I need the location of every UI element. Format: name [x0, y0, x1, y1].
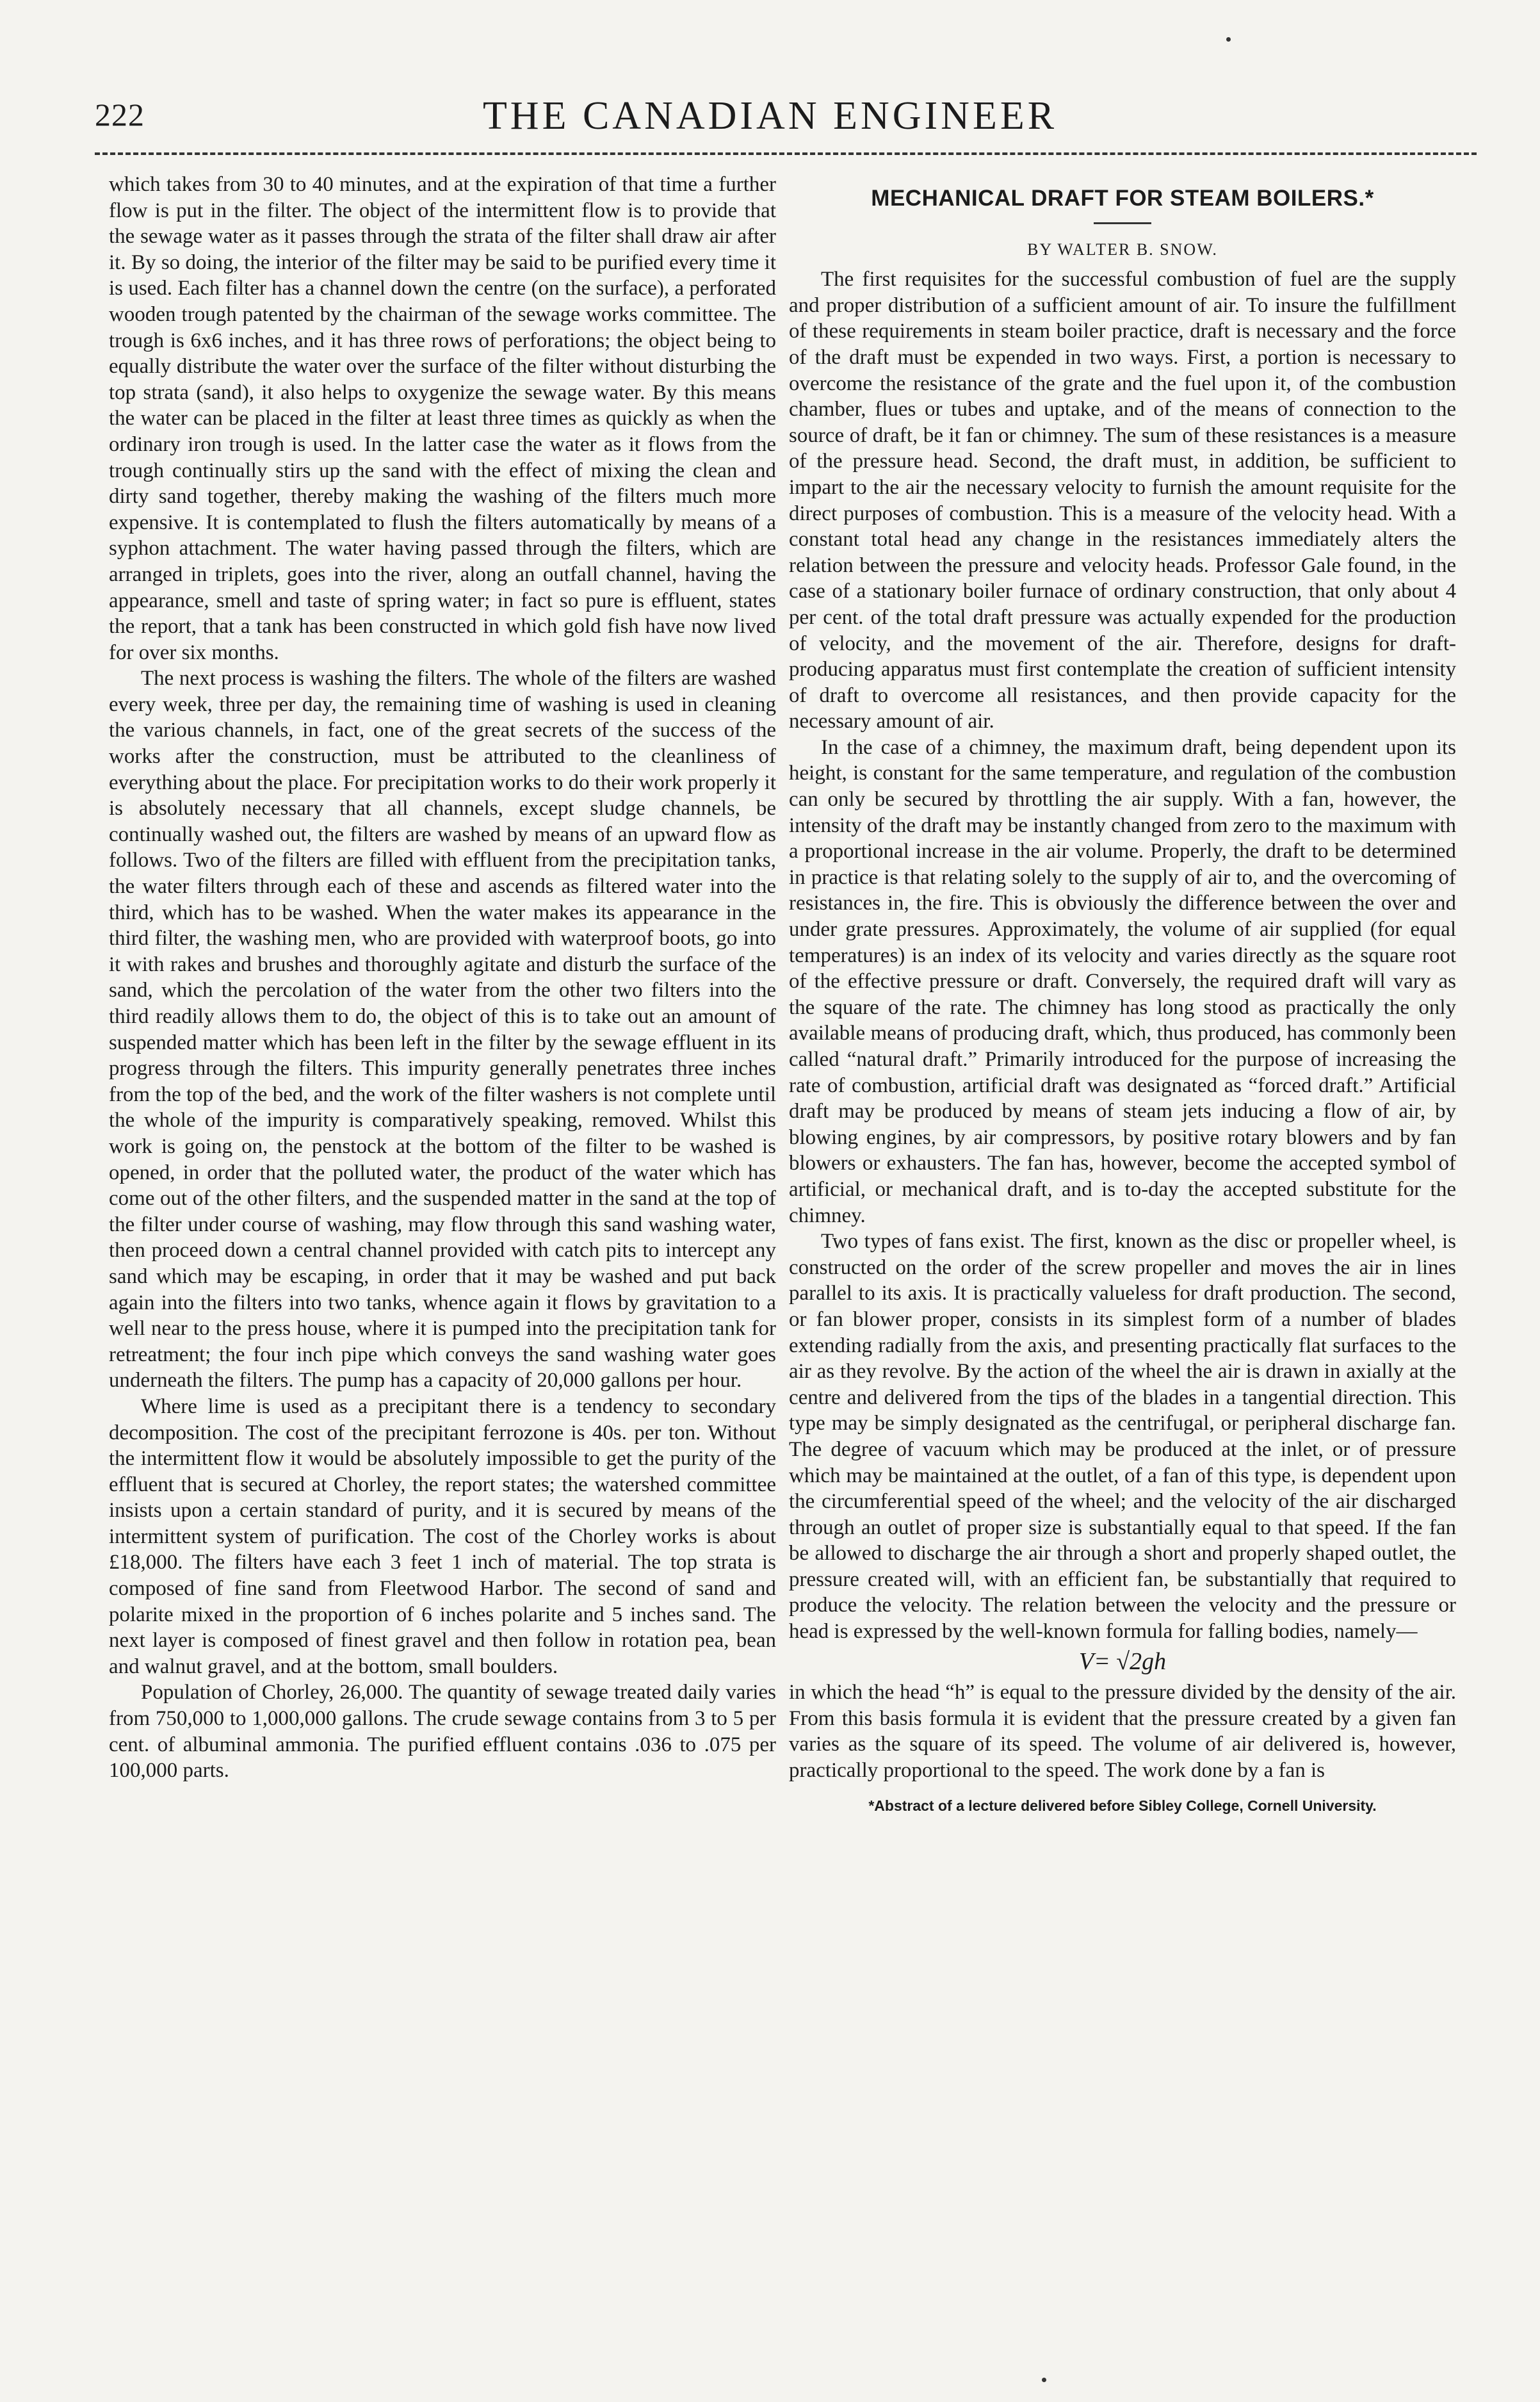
header-rule [95, 152, 1477, 155]
left-column [109, 172, 776, 1784]
article-title: MECHANICAL DRAFT FOR STEAM BOILERS.* [871, 186, 1374, 211]
left-paragraph: Where lime is used as a precipitant there is a tendency to secondary decomposition. The cost of the precipitant ferrozone is 40s. per ton. Without the intermittent flow it would be absolutely impossible to get the purity of the effluent that is secured at Chorley, the report states; the watershed committee insists upon a certain standard of purity, and it is secured by means of the intermittent system of purification. The cost of the Chorley works is about £18,000. The filters have each 3 feet 1 inch of material. The top strata is composed of fine sand from Fleetwood Harbor. The second of sand and polarite mixed in the proportion of 6 inches polarite and 5 inches sand. The next layer is composed of finest gravel and then follow in rotation pea, bean and walnut gravel, and at the bottom, small boulders. [109, 1394, 776, 1678]
left-paragraph: The next process is washing the filters. The whole of the filters are washed every week, three per day, the remaining time of washing is used in cleaning the various channels, in fact, one of the great secrets of the success of the works after the construction, must be attributed to the cleanliness of everything about the place. For precipitation works to do their work properly it is absolutely necessary that all channels, except sludge channels, be continually washed out, the filters are washed by means of an upward flow as follows. Two of the filters are filled with effluent from the precipitation tanks, the water filters through each of these and ascends as filtered water into the third, which has to be washed. When the water makes its appearance in the third filter, the washing men, who are provided with waterproof boots, go into it with rakes and brushes and thoroughly agitate and disturb the surface of the sand, which the percolation of the water from the other two filters into the third readily allows them to do, the object of this is to take out an amount of suspended matter which has been left in the filter by the sewage effluent in its progress through the filters. This impurity generally penetrates three inches from the top of the bed, and the work of the filter washers is not complete until the whole of the impurity is comparatively speaking, removed. Whilst this work is going on, the penstock at the bottom of the filter to be washed is opened, in order that the polluted water, the product of the water which has come out of the other filters, and the suspended matter in the sand at the top of the filter under course of washing, may flow through this sand washing water, then proceed down a central channel provided with catch pits to intercept any sand which may be escaping, in order that it may be washed and put back again into the filters into two tanks, whence again it flows by gravitation to a well near to the press house, where it is pumped into the precipitation tank for retreatment; the four inch pipe which conveys the sand washing water goes underneath the filters. The pump has a capacity of 20,000 gallons per hour. [109, 667, 776, 1393]
left-paragraph: which takes from 30 to 40 minutes, and at the expiration of that time a further flow is put in the filter. The object of the intermittent flow is to provide that the sewage water as it passes through the strata of the filter shall draw air after it. By so doing, the interior of the filter may be said to be purified every time it is used. Each filter has a channel down the centre (on the surface), a perforated wooden trough patented by the chairman of the sewage works committee. The trough is 6x6 inches, and it has three rows of perforations; the object being to equally distribute the water over the surface of the filter without disturbing the top strata (sand), it also helps to oxygenize the sewage water. By this means the water can be placed in the filter at least three times as quickly as when the ordinary iron trough is used. In the latter case the water as it flows from the trough continually stirs up the sand with the effect of mixing the clean and dirty sand together, thereby making the washing of the filters much more expensive. It is contemplated to flush the filters automatically by means of a syphon attachment. The water having passed through the filters, which are arranged in triplets, goes into the river, along an outfall channel, having the appearance, smell and taste of spring water; in fact so pure is effluent, states the report, that a tank has been constructed in which gold fish have now lived for over six months. [109, 173, 776, 664]
formula: V= √2gh [1078, 1647, 1167, 1675]
right-paragraph: Two types of fans exist. The first, known as the disc or propeller wheel, is constructed on the order of the screw propeller and moves the air in lines parallel to its axis. It is practically valueless for draft production. The second, or fan blower proper, consists in its simplest form of a number of blades extending radially from the axis, and presenting practically flat surfaces to the air as they revolve. By the action of the wheel the air is drawn in axially at the centre and delivered from the tips of the blades in a tangential direction. This type may be simply designated as the centrifugal, or peripheral discharge fan. The degree of vacuum which may be produced at the inlet, or of pressure which may be maintained at the outlet, of a fan of this type, is dependent upon the circumferential speed of the wheel; and the velocity of the air discharged through an outlet of proper size is substantially equal to that speed. If the fan be allowed to discharge the air through a short and properly shaped outlet, the pressure created will, with an efficient fan, be substantially that required to produce the velocity. The relation between the velocity and the pressure or head is expressed by the well-known formula for falling bodies, namely— [789, 1230, 1456, 1644]
right-column [789, 172, 1456, 1818]
right-paragraph: The first requisites for the successful combustion of fuel are the supply and proper distribution of a sufficient amount of air. To insure the fulfillment of these requirements in steam boiler practice, draft is necessary and the force of the draft must be expended in two ways. First, a portion is necessary to overcome the resistance of the grate and the fuel upon it, of the combustion chamber, flues or tubes and uptake, and of the means of connection to the source of draft, be it fan or chimney. The sum of these resistances is a measure of the pressure head. Second, the draft must, in addition, be sufficient to impart to the air the necessary velocity to furnish the amount requisite for the direct purposes of combustion. This is a measure of the velocity head. With a constant total head any change in the resistances immediately alters the relation between the pressure and velocity heads. Professor Gale found, in the case of a stationary boiler furnace of ordinary construction, that only about 4 per cent. of the total draft pressure was actually expended for the production of velocity, and the movement of the air. Therefore, designs for draft-producing apparatus must first contemplate the creation of sufficient intensity of draft to overcome all resistances, and then provide capacity for the necessary amount of air. [789, 268, 1456, 733]
stray-dot [1042, 2378, 1046, 2382]
right-paragraph: In the case of a chimney, the maximum draft, being dependent upon its height, is constant for the same temperature, and regulation of the combustion can only be secured by throttling the air supply. With a fan, however, the intensity of the draft may be instantly changed from zero to the maximum with a proportional increase in the air volume. Properly, the draft to be determined in practice is that relating solely to the supply of air to, and the overcoming of resistances in, the fire. This is obviously the difference between the over and under grate pressures. Approximately, the volume of air supplied (for equal temperatures) is an index of its velocity and varies directly as the square root of the effective pressure or draft. Conversely, the required draft will vary as the square of the rate. The chimney has long stood as practically the only available means of producing draft, which, thus produced, has commonly been called “natural draft.” Primarily introduced for the purpose of increasing the rate of combustion, artificial draft was designated as “forced draft.” Artificial draft may be produced by means of steam jets inducing a flow of air, by blowing engines, by air compressors, by positive rotary blowers and by fan blowers or exhausters. The fan has, however, become the accepted symbol of artificial, or mechanical draft, and is to-day the accepted substitute for the chimney. [789, 735, 1456, 1227]
title-rule [1094, 222, 1151, 224]
stray-dot [1226, 37, 1231, 42]
running-head: THE CANADIAN ENGINEER [482, 94, 1058, 138]
byline: BY WALTER B. SNOW. [1027, 240, 1218, 259]
right-paragraph: in which the head “h” is equal to the pressure divided by the density of the air. From this basis formula it is evident that the pressure created by a given fan varies as the square of its speed. The volume of air delivered is, however, practically proportional to the speed. The work done by a fan is [789, 1681, 1456, 1783]
page-number: 222 [95, 97, 145, 133]
left-paragraph: Population of Chorley, 26,000. The quantity of sewage treated daily varies from 750,000 to 1,000,000 gallons. The crude sewage contains from 3 to 5 per cent. of albuminal ammonia. The purified effluent contains .036 to .075 per 100,000 parts. [109, 1681, 776, 1783]
footnote: *Abstract of a lecture delivered before Sibley College, Cornell University. [868, 1797, 1377, 1814]
